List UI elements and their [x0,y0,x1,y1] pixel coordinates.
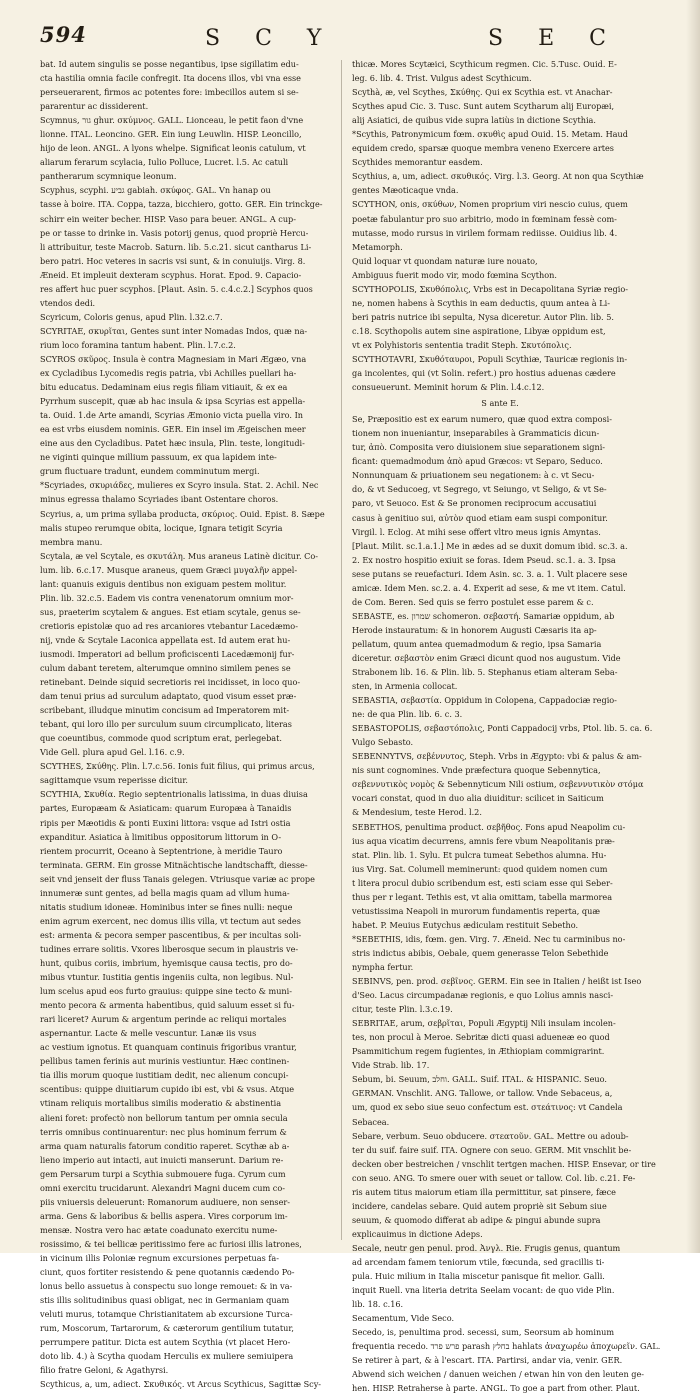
text-line: nis sunt cognomines. Vnde præfectura quoque Sebennytica, [352,765,601,776]
text-line: grum fluctuare tradunt, eundem comminutum mergi. [40,466,260,477]
text-line: arma quam naturalis fatorum conditio raperet. Scythæ ab a- [40,1140,290,1151]
text-line: pe or tasse to drinke in. Vasis potorij genus, quod propriè Hercu- [40,227,309,238]
text-line: con seuo. ANG. To smere ouer with seuet or tallow. Col. lib. c.21. Fe- [352,1172,636,1183]
text-line: lieno imperio aut intacti, aut inuicti manserunt. Darium re- [40,1154,284,1165]
text-line: arma. Gens & laboribus & bellis aspera. Vires corporum im- [40,1210,288,1221]
text-line: vtinam reliquis mortalibus similis moderatio & abstinentia [40,1098,282,1109]
text-line: nympha fertur. [352,962,414,972]
text-line: leg. 6. lib. 4. Trist. Vulgus adest Scythicum. [352,73,532,84]
text-line: ficant: quemadmodum ἀπὸ apud Græcos: vt Separo, Seduco. [352,456,603,467]
text-line: Sebare, verbum. Seuo obducere. στεατοῦν. GAL. Mettre ou adoub- [352,1130,629,1141]
text-line: ta. Ouid. 1.de Arte amandi, Scyrias Æmonio victa puella viro. In [40,410,304,421]
text-line: 2. Ex nostro hospitio exiuit se foras. Idem Pseud. sc.1. a. 3. Ipsa [352,554,616,565]
text-line: ne viginti quinque millium passuum, ex qua lapidem inte- [40,452,277,463]
page-edge-shadow [686,0,700,1253]
text-line: rium loco foramina tantum habent. Plin. l.7.c.2. [40,339,236,350]
text-line: gem Persarum turpi a Scythia submouere fuga. Cyrum cum [40,1168,286,1179]
text-line: Secale, neutr gen penul. prod. Ἀνγλ. Rie. Frugis genus, quantum [352,1242,621,1253]
text-line: terminata. GERM. Ein grosse Mitnächtische landtschafft, diesse- [40,859,308,870]
text-line: ea est vrbs eiusdem nominis. GER. Ein insel im Ægeischen meer [40,424,306,435]
text-line: enim agrum exercent, nec domus illis villa, vt tectum aut sedes [40,915,301,926]
text-line: tudines errare solitis. Vxores liberosque secum in plaustris ve- [40,943,299,954]
text-line: alieni foret: profectò non bellorum tantum per omnia secula [40,1112,288,1123]
column-divider [341,60,342,1240]
text-line: tia illis morum quoque iustitiam dedit, nec alienum concupi- [40,1070,289,1081]
text-line: ga incolentes, qui (vt Solin. refert.) pro hostius aduenas cædere [352,368,616,379]
text-line: cta hastilia omnia facile confregit. Ita docens illos, vbi vna esse [40,73,301,84]
text-line: doto lib. 4.) à Scytha quodam Herculis ex muliere semiuipera [40,1351,294,1362]
text-line: ter du suif. faire suif. ITA. Ognere con seuo. GERM. Mit vnschlit be- [352,1144,632,1155]
text-line: culum dabant teretem, alterumque omnino similem penes se [40,663,291,674]
text-line: eine aus den Cycladibus. Patet hæc insula, Plin. teste, longitudi- [40,438,305,449]
text-line: S ante E. [481,398,519,409]
text-line: incidere, candelas sebare. Quid autem propriè sit Sebum siue [352,1200,607,1211]
text-line: bat. Id autem singulis se posse negantibus, ipse sigillatim edu- [40,59,299,69]
text-line: Scyphus, scyphi. גביע gabiah. σκύφος. GAL. Vn hanap ou [40,185,271,196]
text-line: Scythides memorantur easdem. [352,157,483,168]
text-line: Plin. lib. 32.c.5. Eadem vis contra venenatorum omnium mor- [40,592,294,603]
text-line: pellibus tamen ferinis aut murinis vestiuntur. Hæc continen- [40,1056,290,1067]
text-line: pula. Huic milium in Italia miscetur panisque fit melior. Galli. [352,1271,605,1282]
text-line: stat. Plin. lib. 1. Sylu. Et pulcra tumeat Sebethos alumna. Hu- [352,849,607,860]
text-line: lionne. ITAL. Leoncino. GER. Ein iung Leuwlin. HISP. Leoncillo, [40,129,302,140]
text-line: perseuerarent, firmos ac potentes fore: imbecillos autem si se- [40,87,299,98]
text-line: σεβεννυτικὸς νομὸς & Sebennyticum Nili ostium, σεβεννυτικὸν στόμα [352,779,644,790]
text-line: vetustissima Neapoli in murorum fundamentis reperta, quæ [352,905,600,916]
text-line: pantherarum scymnique leonum. [40,171,177,182]
text-line: sese putans se reuefacturi. Idem Asin. sc. 3. a. 1. Vult placere sese [352,568,628,579]
text-line: Scyricum, Coloris genus, apud Plin. l.32.c.7. [40,311,223,322]
text-line: *SEBETHIS, idis, fœm. gen. Virg. 7. Æneid. Nec tu carminibus no- [352,933,626,944]
text-line: cretioris epistolæ quo ad res arcaniores vtebantur Lacedæmo- [40,620,298,631]
text-line: ac vestium ignotus. Et quanquam continuis frigoribus vrantur, [40,1042,297,1053]
text-line: scribebant, illudque minutim concisum ad Imperatorem mit- [40,705,290,716]
text-line: gentes Mæoticaque vnda. [352,185,459,196]
text-line: sagittamque vsum reperisse dicitur. [40,775,188,786]
text-line: Vulgo Sebasto. [352,737,414,748]
text-line: SEBRITAE, arum, σεβρῖται, Populi Ægyptij Nili insulam incolen- [352,1018,616,1029]
text-line: SCYTHOTAVRI, Σκυθόταυροι, Populi Scythiæ, Tauricæ regionis in- [352,353,628,364]
text-line: do, & vt Seducoeg, vt Segrego, vt Seiungo, vt Seligo, & vt Se- [352,484,607,495]
text-line: t litera procul dubio scribendum est, esti sciam esse qui Seber- [352,877,613,888]
text-line: [Plaut. Milit. sc.1.a.1.] Me in ædes ad se duxit domum ibid. sc.3. a. [352,540,628,551]
text-line: Nonnunquam & priuationem seu negationem: à c. vt Secu- [352,470,595,481]
text-line: dam tenui prius ad surculum adaptato, quod visum esset præ- [40,691,297,702]
text-line: *Scyriades, σκυριάδες, mulieres ex Scyro insula. Stat. 2. Achil. Nec [40,480,319,491]
text-line: iusmodi. Imperatori ad bellum proficiscenti Lacedæmonij fur- [40,648,295,659]
text-line: Scythicus, a, um, adiect. Σκυθικός. vt Arcus Scythicus, Sagittæ Scy- [40,1379,322,1390]
text-line: tionem non inueniantur, inseparabiles à Grammaticis dicun- [352,428,600,439]
text-line: explicauimus in dictione Adeps. [352,1228,483,1239]
page-number: 594 [40,22,87,47]
text-line: Sebum, bi. Seuum, וחלב. GALL. Suif. ITAL. & HISPANIC. Seuo. [352,1074,607,1085]
text-line: Scythà, æ, vel Scythes, Σκύθης. Qui ex Scythia est. vt Anachar- [352,87,613,98]
text-line: tur, ἀπὸ. Composita vero diuisionem siue separationem signi- [352,442,606,453]
text-line: alij Asiatici, de quibus vide supra latiùs in dictione Scythia. [352,115,596,126]
text-line: SCYTHON, onis, σκύθων, Nomen proprium viri nescio cuius, quem [352,199,628,210]
text-line: lum. lib. 6.c.17. Musque araneus, quem Græci μυγαλῆν appel- [40,564,298,575]
text-line: frequentia recedo. פרש פרד parash בחלץ hahlats ἀναχωρέω ἀποχωρεῖν. GAL. [352,1341,661,1352]
text-line: bitu educatus. Dedaminam eius regis filiam vitiauit, & ex ea [40,382,288,393]
text-line: Secamentum, Vide Seco. [352,1313,455,1324]
text-line: expanditur. Asiatica à limitibus oppositorum littorum in O- [40,831,282,842]
text-line: ne: de qua Plin. lib. 6. c. 3. [352,709,463,720]
text-line: Æneid. Et impleuit dexteram scyphus. Horat. Epod. 9. Capacio- [40,269,302,280]
text-line: hunt, quibus coriis, imbrium, hyemisque causa tectis, pro do- [40,958,293,968]
right-column [352,58,661,1396]
text-line: Se, Præpositio est ex earum numero, quæ quod extra composi- [352,414,612,425]
text-line: SEBENNYTVS, σεβέννυτος, Steph. Vrbs in Ægypto: vbi & palus & am- [352,751,642,762]
text-line: inquit Ruell. vna literia detrita Seelam vocant: de quo vide Plin. [352,1285,615,1296]
text-line: Sebacea. [352,1116,390,1127]
text-line: stis illis solitudinibus quasi obligat, nec in Germaniam quam [40,1295,290,1306]
text-line: li attribuitur, teste Macrob. Saturn. lib. 5.c.21. sicut cantharus Li- [40,241,312,252]
text-line: partes, Europæam & Asiaticam: quarum Europæa à Tanaidis [40,803,292,814]
text-line: filio fratre Geloni, & Agathyrsi. [40,1365,169,1376]
text-line: Metamorph. [352,241,403,252]
text-line: tes, non procul à Meroe. Sebritæ dicti quasi adueneæ eo quod [352,1032,610,1043]
text-line: de Com. Beren. Sed quis se ferro postulet esse parem & c. [352,596,594,607]
text-line: decken ober bestreichen / vnschlit tertgen machen. HISP. Ensevar, or tire [352,1158,656,1169]
text-line: SEBINVS, pen. prod. σεβῖνος. GERM. Ein see in Italien / heißt ist Iseo [352,976,642,987]
text-line: omni exercitu trucidarunt. Alexandri Magni ducem cum co- [40,1182,285,1193]
text-line: rum, Moscorum, Tartarorum, & cæterorum gentilium tutatur, [40,1323,294,1334]
text-line: sus, praeterim scytalem & angues. Est etiam scytale, genus se- [40,606,301,617]
text-line: minus egressa thalamo Scyriades ibant Ostentare choros. [40,494,279,505]
text-line: Psammitichum regem fugientes, in Æthiopiam commigrarint. [352,1046,605,1057]
text-line: res affert huc puer scyphos. [Plaut. Asin. 5. c.4.c.2.] Scyphos quos [40,283,313,294]
text-line: paro, vt Seuoco. Est & Se pronomen reciprocum accusatiui [352,498,597,509]
text-line: ius aqua vicatim decurrens, amnis fere vbum Neapolitanis præ- [352,835,615,846]
running-head-left: S C Y [205,26,336,51]
text-line: scentibus: quippe diuitiarum cupido ibi est, vbi & vsus. Atque [40,1084,295,1095]
text-line: pellatum, quum antea quemadmodum & regio, ipsa Samaria [352,638,602,649]
text-line: Vide Gell. plura apud Gel. l.16. c.9. [40,747,185,758]
text-line: Abwend sich weichen / danuen weichen / etwan hin von den leuten ge- [352,1369,645,1380]
text-line: Strabonem lib. 16. & Plin. lib. 5. Stephanus etiam alteram Seba- [352,667,618,678]
text-line: d'Seo. Lacus circumpadanæ regionis, e quo Lolius amnis nasci- [352,990,614,1001]
text-line: perrumpere patitur. Dicta est autem Scythia (vt placet Hero- [40,1337,291,1348]
text-line: in vicinum illis Poloniæ regnum excursiones perpetuas fa- [40,1252,279,1263]
text-line: amicæ. Idem Men. sc.2. a. 4. Experit ad sese, & me vt item. Catul. [352,582,626,593]
text-line: ex Cycladibus Lycomedis regis patria, vbi Achilles puellari ha- [40,368,297,379]
text-line: c.18. Scythopolis autem sine aspiratione, Libyæ oppidum est, [352,325,606,336]
text-line: ius Virg. Sat. Columell meminerunt: quod quidem nomen cum [352,863,608,874]
text-line: Scythius, a, um, adiect. σκυθικός. Virg. l.3. Georg. At non qua Scythiæ [352,171,644,182]
text-line: lib. 18. c.16. [352,1299,404,1310]
text-line: tebant, qui loro illo per surculum suum circumplicato, literas [40,719,292,730]
text-line: est: armenta & pecora semper pascentibus, & per incultas soli- [40,929,302,940]
text-line: casus à genitiuo sui, αὐτὸν quod etiam eam suspi componitur. [352,512,608,523]
text-line: Scymnus, גור ghur. σκύμνος. GALL. Lionceau, le petit faon d'vne [40,115,304,126]
text-line: Scyrius, a, um prima syllaba producta, σκύριος. Ouid. Epist. 8. Sæpe [40,508,325,519]
text-line: Secedo, is, penultima prod. secessi, sum, Seorsum ab hominum [352,1327,615,1338]
text-line: Quid loquar vt quondam naturæ iure nouato, [352,255,538,266]
text-line: ripis per Mæotidis & ponti Euxini littora: vsque ad Istri ostia [40,817,291,828]
text-line: poetæ fabulantur pro suo arbitrio, modo in fœminam fessè com- [352,213,617,224]
text-line: Scythes apud Cic. 3. Tusc. Sunt autem Scytharum alij Europæi, [352,101,615,112]
text-line: mento pecora & armenta habentibus, quid saluum esset si fu- [40,1000,295,1011]
text-line: SEBASTOPOLIS, σεβαστόπολις, Ponti Cappadocij vrbs, Ptol. lib. 5. ca. 6. [352,723,653,734]
text-line: mensæ. Nostra vero hac ætate coadunato exercitu nume- [40,1224,278,1235]
text-line: vtendos dedi. [40,297,96,308]
text-line: aspernantur. Lacte & melle vescuntur. Lanæ iis vsus [40,1028,257,1039]
text-line: aliarum ferarum scylacia, Iulio Polluce, Lucret. l.5. Ac catuli [40,157,289,168]
text-line: vocari constat, quod in duo alia diuiditur: scilicet in Saiticum [352,793,604,804]
text-line: SEBASTE, es. שמרון schomeron. σεβαστή. Samariæ oppidum, ab [352,610,615,621]
text-line: habet. P. Meuius Eutychus ædiculam restituit Sebetho. [352,919,579,930]
text-line: nij, vnde & Scytale Laconica appellata est. Id autem erat hu- [40,634,291,645]
text-line: que coeuntibus, commode quod scriptum erat, perlegebat. [40,733,282,744]
text-line: lonus bello assuetus à conspectu suo longe remouet: & in va- [40,1281,293,1292]
text-line: vt ex Polyhistoris sententia tradit Steph. Σκυτόπολις. [352,339,572,350]
text-line: beri patris nutrice ibi sepulta, Nysa diceretur. Autor Plin. lib. 5. [352,311,614,322]
text-line: ciunt, quos fortiter resistendo & pene quotannis cædendo Po- [40,1267,295,1278]
text-line: membra manu. [40,536,103,547]
text-line: ad arcendam famem teniorum vtile, fœcunda, sed gracillis ti- [352,1256,605,1267]
text-line: nitatis studium idoneæ. Hominibus inter se fines nulli: neque [40,901,293,912]
text-line: sten, in Armenia collocat. [352,681,458,692]
text-line: lant: quanuis exiguis dentibus non exiguam pestem molitur. [40,578,287,589]
text-line: Herode instauratum: & in honorem Augusti Cæsaris ita ap- [352,624,597,635]
text-line: SEBASTIA, σεβαστία. Oppidum in Colopena, Cappadociæ regio- [352,695,617,706]
text-line: *Scythis, Patronymicum fœm. σκυθὶς apud Ouid. 15. Metam. Haud [352,129,628,140]
text-line: ris autem titus maiorum etiam illa permittitur, sat pinsere, fæce [352,1186,616,1197]
text-line: veluti murus, totamque Christianitatem ab excursione Turca- [40,1309,293,1320]
text-line: schirr ein weiter becher. HISP. Vaso para beuer. ANGL. A cup- [40,213,297,224]
text-line: SCYTHOPOLIS, Σκυθόπολις, Vrbs est in Decapolitana Syriæ regio- [352,283,629,294]
text-line: SCYTHES, Σκύθης. Plin. l.7.c.56. Ionis fuit filius, qui primus arcus, [40,761,315,772]
text-line: Se retirer à part, & à l'escart. ITA. Partirsi, andar via, venir. GER. [352,1355,623,1366]
text-line: Vide Strab. lib. 17. [352,1060,430,1071]
text-line: Pyrrhum suscepit, quæ ab hac insula & ipsa Scyrias est appella- [40,396,306,407]
text-line: diceretur. σεβαστὸν enim Græci dicunt quod nos augustum. Vide [352,652,621,663]
text-line: seuum, & quomodo differat ab adipe & pingui abunde supra [352,1214,601,1225]
left-column [40,58,336,1392]
text-line: equidem credo, sparsæ quoque membra veneno Exercere artes [352,143,614,154]
text-line: um, quod ex sebo siue seuo confectum est. στεάτινος: vt Candela [352,1102,623,1113]
text-line: consueuerunt. Meminit horum & Plin. l.4.c.12. [352,382,545,393]
text-line: hijo de leon. ANGL. A lyons whelpe. Significat leonis catulum, vt [40,143,306,154]
text-line: hen. HISP. Retraherse à parte. ANGL. To goe a part from other. Plaut. [352,1383,640,1394]
running-head-right: S E C [488,26,620,51]
text-line: SCYRITAE, σκυρῖται, Gentes sunt inter Nomadas Indos, quæ na- [40,325,308,336]
text-line: Scytala, æ vel Scytale, es σκυτάλη. Mus araneus Latinè dicitur. Co- [40,550,318,561]
text-line: GERMAN. Vnschlit. ANG. Tallowe, or tallow. Vnde Sebaceus, a, [352,1088,613,1099]
text-line: citur, teste Plin. l.3.c.19. [352,1004,453,1015]
text-line: rosissimo, & tei bellicæ peritissimo fere ac furiosi illis latrones, [40,1238,302,1249]
text-line: Ambiguus fuerit modo vir, modo fœmina Scython. [352,269,557,280]
text-line: thicæ. Mores Scytæici, Scythicum regmen. Cic. 5.Tusc. Ouid. E- [352,59,617,69]
text-line: mutasse, modo rursus in virilem formam rediisse. Ouidius lib. 4. [352,227,618,238]
text-line: bero patri. Hoc veteres in sacris vsi sunt, & in conuiuijs. Virg. 8. [40,255,306,266]
text-line: tasse à boire. ITA. Coppa, tazza, bicchiero, gotto. GER. Ein trinckge- [40,199,323,210]
text-line: Virgil. l. Eclog. At mihi sese offert vltro meus ignis Amyntas. [352,526,601,537]
text-line: stris indictus abibis, Oebale, quem generasse Telon Sebethide [352,947,609,958]
text-line: seit vnd jenseit der fluss Tanais gelegen. Vtriusque variæ ac prope [40,873,315,884]
text-line: terris omnibus continuarentur: nec plus hominum ferrum & [40,1126,287,1137]
text-line: & Mendesium, teste Herod. l.2. [352,807,482,818]
text-line: SCYROS σκῦρος. Insula è contra Magnesiam in Mari Ægæo, vna [40,353,307,364]
text-line: lum scelus apud eos furto grauius: quippe sine tecto & muni- [40,986,293,997]
text-line: SEBETHOS, penultima product. σεβῆθος. Fons apud Neapolim cu- [352,821,626,832]
text-line: rientem procurrit, Oceano à Septentrione, à meridie Tauro [40,845,283,856]
text-line: malis stupeo rerumque obita, locique, Ignara tetigit Scyria [40,522,283,533]
text-line: ne, nomen habens à Scythis in eam deductis, quum antea à Li- [352,297,610,308]
text-line: mibus vtuntur. Iustitia gentis ingeniis culta, non legibus. Nul- [40,972,294,983]
text-line: rari liceret? Aurum & argentum perinde ac reliqui mortales [40,1014,287,1025]
text-line: retinebant. Deinde siquid secretioris rei incidisset, in loco quo- [40,677,301,688]
text-line: innumeræ sunt gentes, ad bella magis quam ad vllum huma- [40,887,290,898]
text-line: SCYTHIA, Σκυθία. Regio septentrionalis latissima, in duas diuisa [40,789,308,800]
text-line: piis vniuersis deleuerunt: Romanorum audiuere, non senser- [40,1196,291,1207]
text-line: thus per r legant. Tethis est, vt alia omittam, tabella marmorea [352,891,613,902]
text-line: pararentur ac dissiderent. [40,101,149,112]
